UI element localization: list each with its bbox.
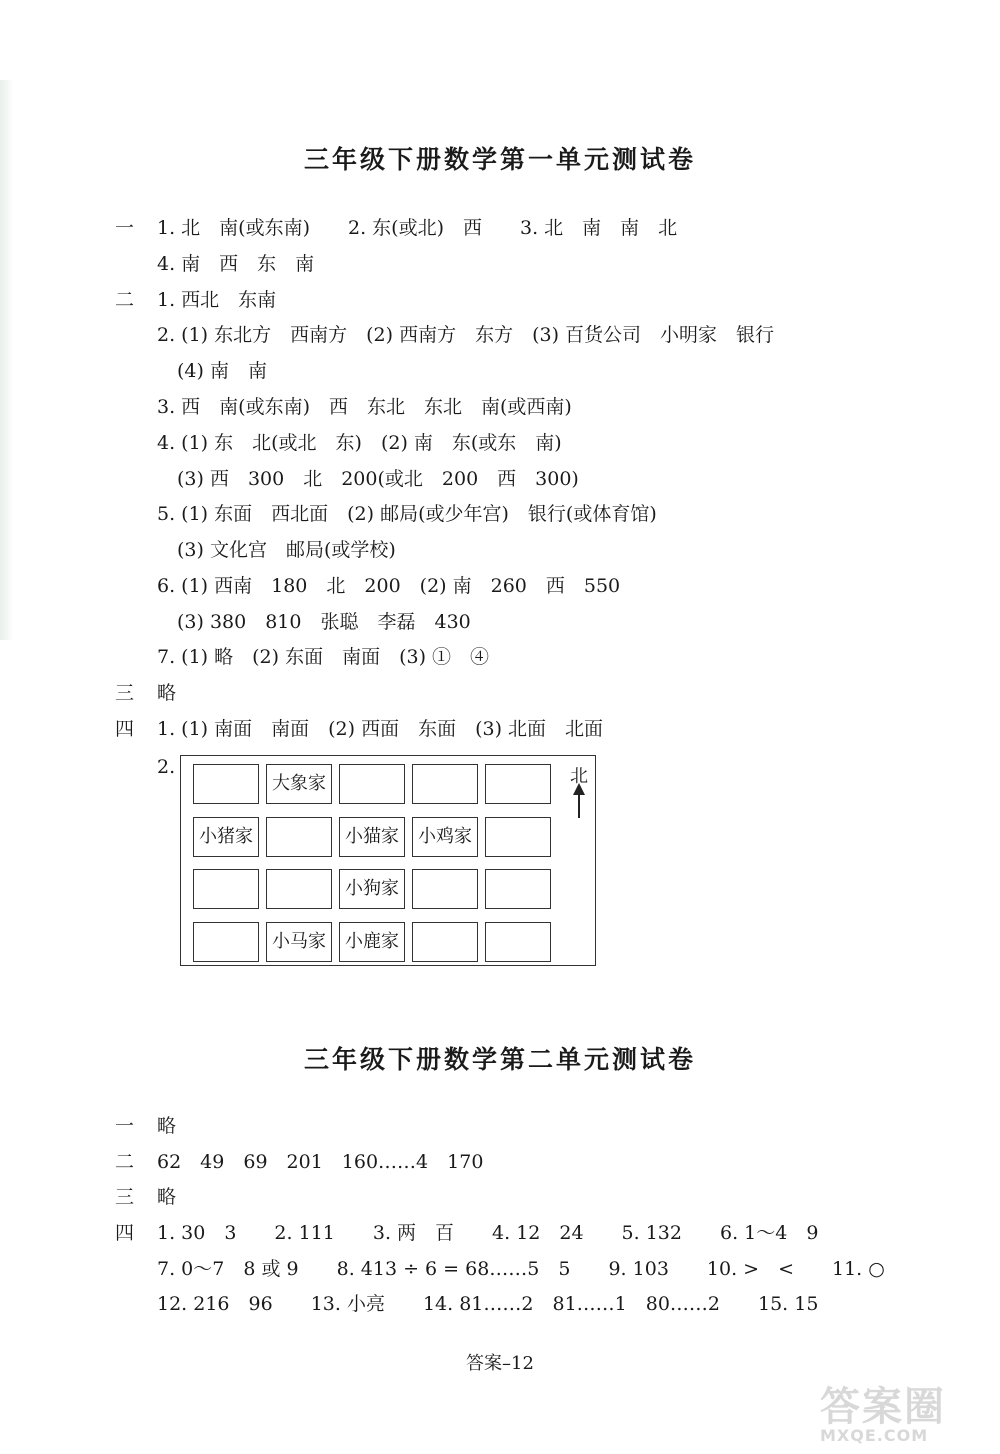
unit1-line-3: 1. 西北 东南 (157, 289, 277, 311)
grid-cell-r1-c4 (412, 764, 478, 804)
unit1-line-14: 略 (157, 682, 177, 704)
unit2-line-6: 12. 216 96 13. 小亮 14. 81……2 81……1 80……2 15. 15 (157, 1293, 819, 1315)
grid-cell-r4-c2: 小马家 (266, 922, 332, 962)
unit2-section-3-label: 三 (115, 1186, 135, 1208)
unit2-title: 三年级下册数学第二单元测试卷 (303, 1045, 696, 1074)
grid-cell-r4-c4 (412, 922, 478, 962)
unit2-section-1-label: 一 (115, 1115, 135, 1137)
unit2-line-3: 略 (157, 1186, 177, 1208)
grid-cell-r4-c1 (193, 922, 259, 962)
unit1-line-1: 1. 北 南(或东南) 2. 东(或北) 西 3. 北 南 南 北 (157, 217, 678, 239)
grid-cell-r3-c2 (266, 869, 332, 909)
unit2-section-2-label: 二 (115, 1151, 135, 1173)
grid-cell-r1-c5 (485, 764, 551, 804)
north-label: 北 (570, 766, 588, 787)
north-arrow-shaft (578, 788, 580, 818)
grid-cell-r2-c4: 小鸡家 (412, 817, 478, 857)
unit1-line-15: 1. (1) 南面 南面 (2) 西面 东面 (3) 北面 北面 (157, 718, 604, 740)
unit1-section-2-label: 二 (115, 289, 135, 311)
grid-cell-r2-c5 (485, 817, 551, 857)
grid-cell-r3-c5 (485, 869, 551, 909)
unit2-line-5: 7. 0～7 8 或 9 8. 413 ÷ 6 = 68……5 5 9. 103 10. > < 11. ○ (157, 1258, 885, 1280)
unit1-section-4-label: 四 (115, 718, 135, 740)
grid-cell-r3-c1 (193, 869, 259, 909)
unit1-section-3-label: 三 (115, 682, 135, 704)
unit2-line-2: 62 49 69 201 160……4 170 (157, 1151, 484, 1173)
watermark-url: MXQE.COM (820, 1426, 929, 1445)
unit1-line-13: 7. (1) 略 (2) 东面 南面 (3) ① ④ (157, 646, 490, 668)
grid-cell-r4-c5 (485, 922, 551, 962)
grid-cell-r2-c1: 小猪家 (193, 817, 259, 857)
unit1-line-11: 6. (1) 西南 180 北 200 (2) 南 260 西 550 (157, 575, 621, 597)
grid-cell-r3-c3: 小狗家 (339, 869, 405, 909)
unit1-line-7: 4. (1) 东 北(或北 东) (2) 南 东(或东 南) (157, 432, 562, 454)
grid-cell-r3-c4 (412, 869, 478, 909)
unit1-line-2: 4. 南 西 东 南 (157, 253, 315, 275)
unit1-line-9: 5. (1) 东面 西北面 (2) 邮局(或少年宫) 银行(或体育馆) (157, 503, 657, 525)
unit1-line-5: (4) 南 南 (177, 360, 267, 382)
grid-cell-r2-c2 (266, 817, 332, 857)
grid-cell-r1-c3 (339, 764, 405, 804)
unit1-title: 三年级下册数学第一单元测试卷 (303, 145, 696, 174)
unit2-line-4: 1. 30 3 2. 111 3. 两 百 4. 12 24 5. 132 6. 1～4 9 (157, 1222, 819, 1244)
location-grid (180, 755, 596, 966)
unit1-line-4: 2. (1) 东北方 西南方 (2) 西南方 东方 (3) 百货公司 小明家 银行 (157, 324, 775, 346)
unit1-line-6: 3. 西 南(或东南) 西 东北 东北 南(或西南) (157, 396, 572, 418)
grid-cell-r1-c2: 大象家 (266, 764, 332, 804)
page-number: 答案–12 (466, 1353, 534, 1374)
grid-cell-r2-c3: 小猫家 (339, 817, 405, 857)
unit1-line-10: (3) 文化宫 邮局(或学校) (177, 539, 396, 561)
unit2-line-1: 略 (157, 1115, 177, 1137)
grid-cell-r4-c3: 小鹿家 (339, 922, 405, 962)
unit1-line-12: (3) 380 810 张聪 李磊 430 (177, 611, 471, 633)
unit1-line-8: (3) 西 300 北 200(或北 200 西 300) (177, 468, 579, 490)
watermark-logo (820, 1375, 990, 1445)
unit1-section-1-label: 一 (115, 217, 135, 239)
unit1-line-16: 2. (157, 756, 176, 778)
grid-cell-r1-c1 (193, 764, 259, 804)
watermark-text: 答案圈 (820, 1384, 946, 1430)
unit2-section-4-label: 四 (115, 1222, 135, 1244)
